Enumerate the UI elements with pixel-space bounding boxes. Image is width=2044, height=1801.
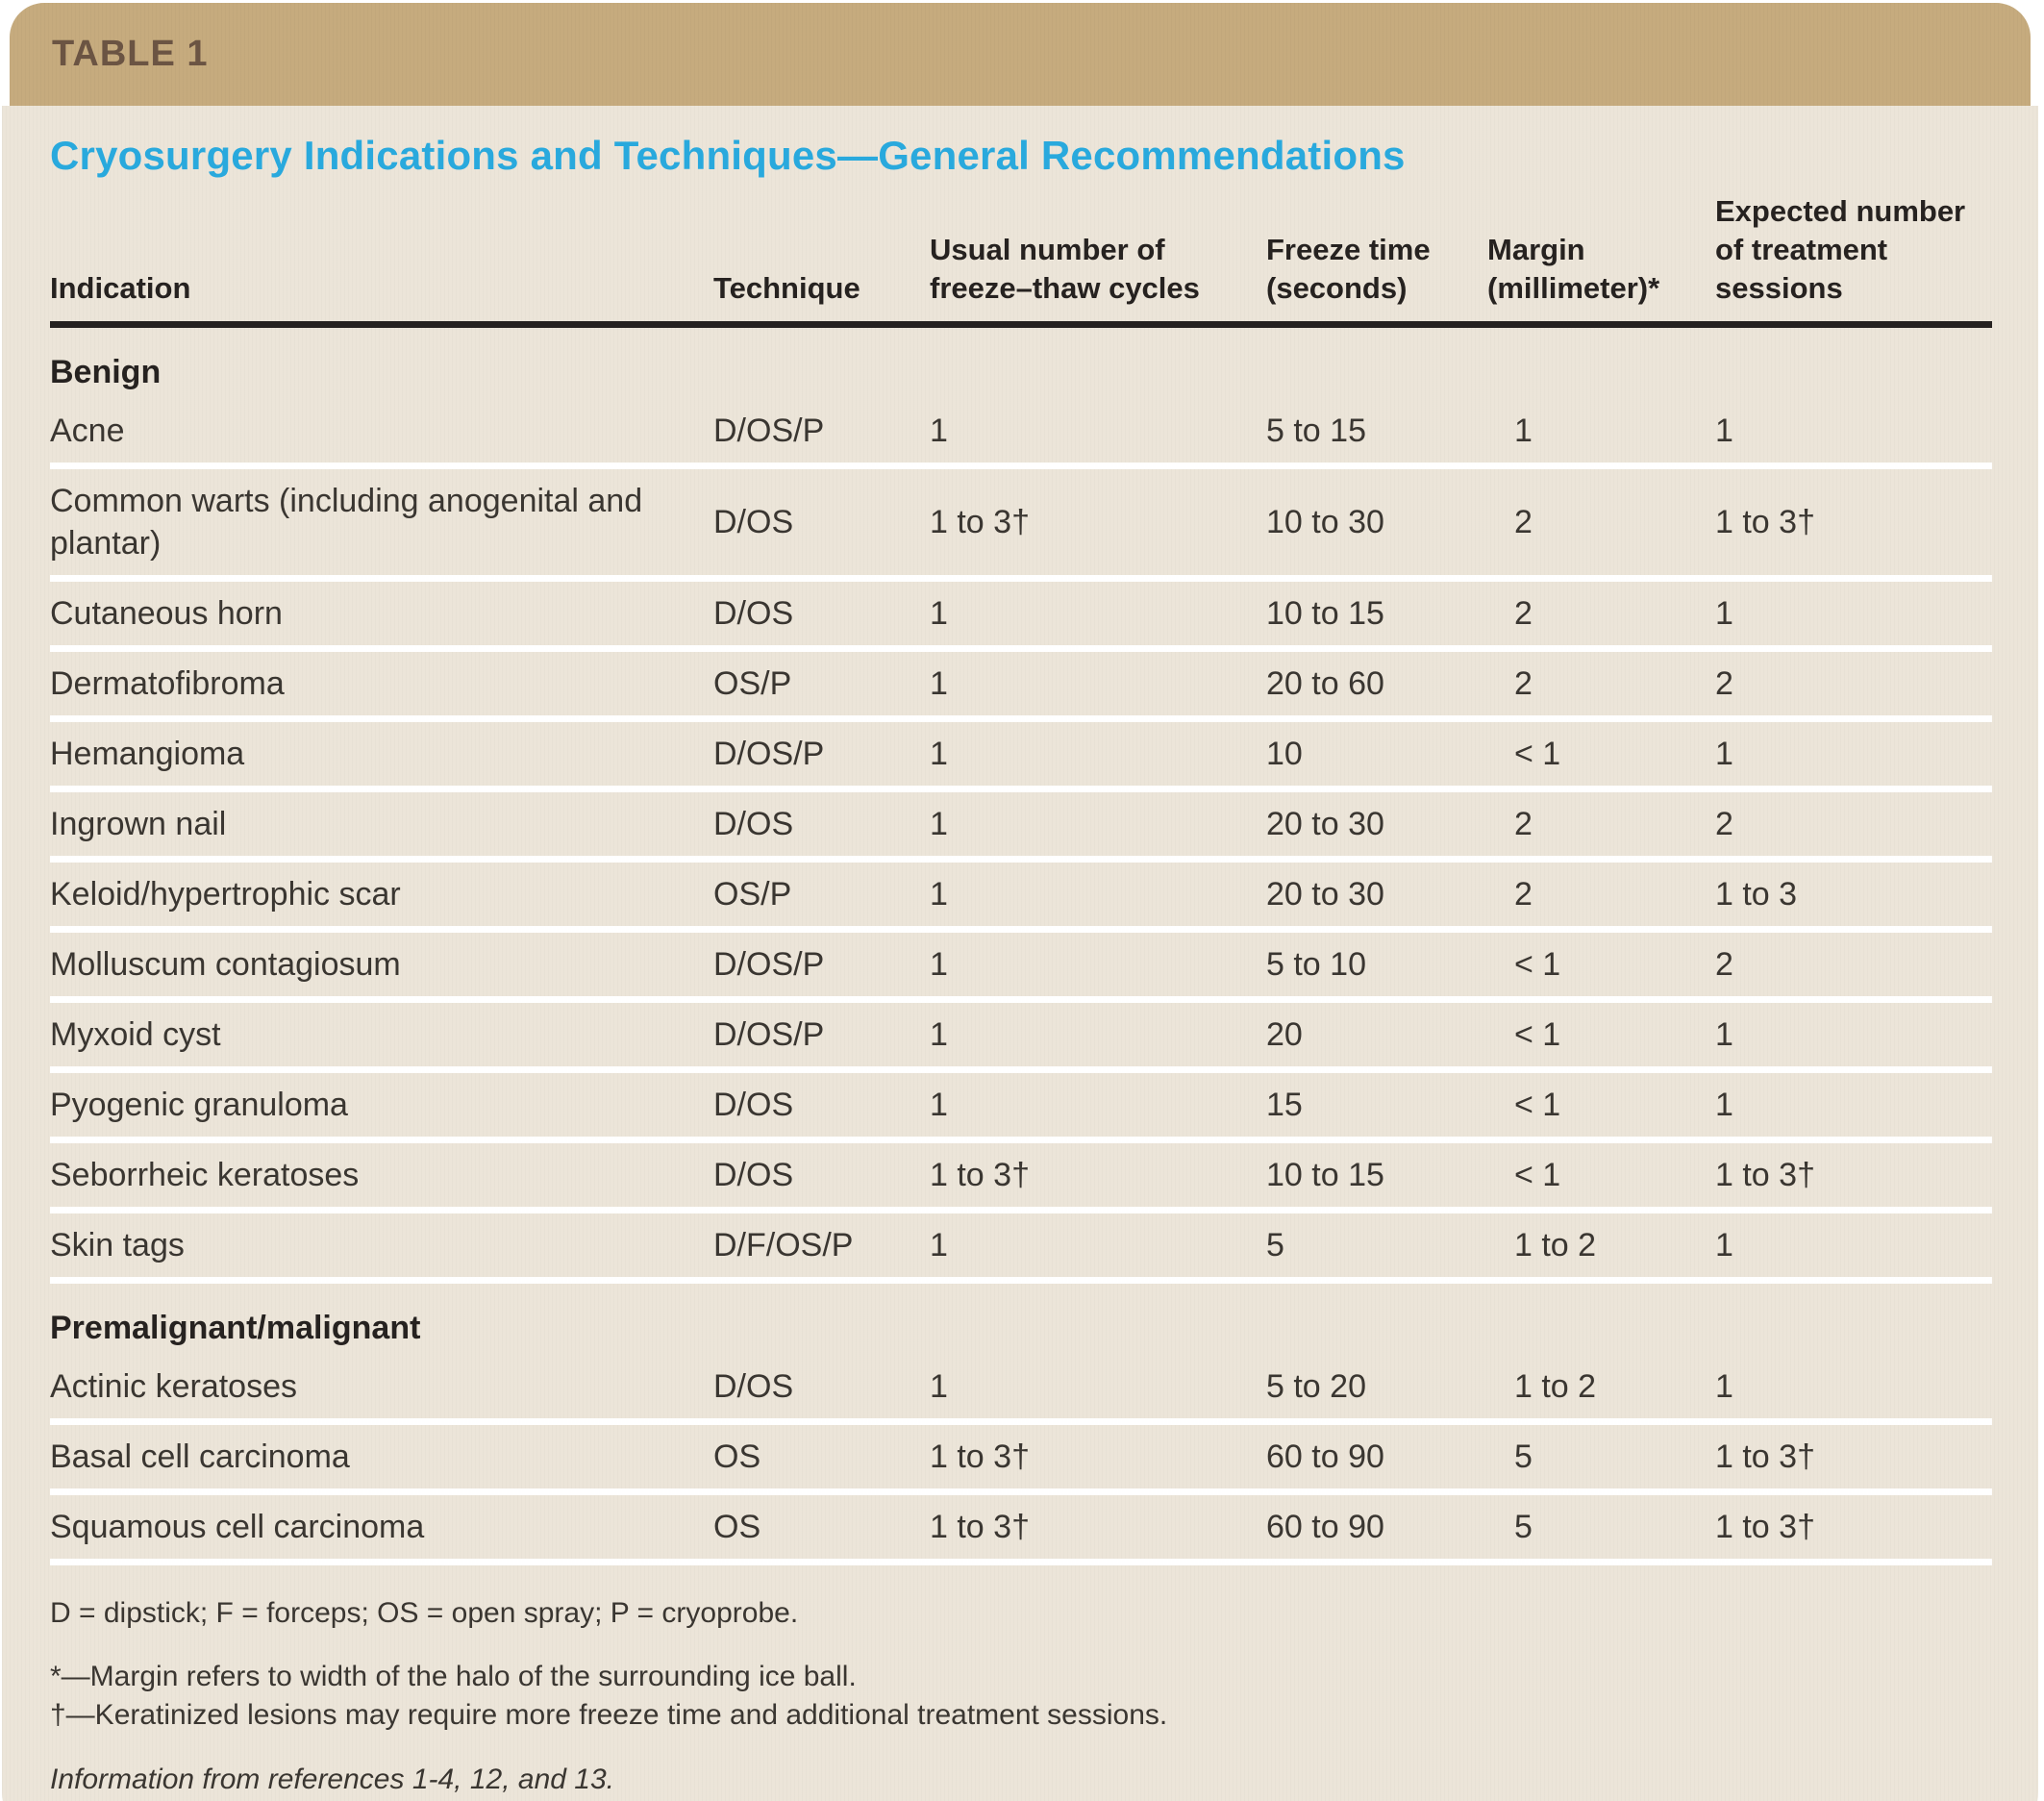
- section-header: Benign: [50, 354, 162, 390]
- dagger-footnote: †—Keratinized lesions may require more freeze time and additional treatment sessions.: [50, 1699, 1168, 1731]
- cell-technique: D/OS: [713, 1157, 794, 1193]
- column-header-margin: Margin (millimeter)*: [1487, 233, 1660, 305]
- cell-sessions: 1: [1715, 413, 1733, 449]
- cell-margin: 5: [1514, 1438, 1533, 1475]
- cell-cycles: 1 to 3†: [930, 1157, 1030, 1193]
- cell-technique: D/OS: [713, 504, 794, 540]
- cell-freeze-time: 60 to 90: [1266, 1438, 1384, 1475]
- cell-cycles: 1 to 3†: [930, 1509, 1030, 1545]
- table-row: [50, 1425, 1992, 1488]
- cell-indication: Seborrheic keratoses: [50, 1157, 360, 1193]
- table-rows: [50, 351, 1992, 1565]
- cell-indication: Skin tags: [50, 1227, 185, 1263]
- cell-sessions: 1 to 3†: [1715, 1157, 1815, 1193]
- row-separator: [50, 996, 1992, 1003]
- cell-technique: D/OS/P: [713, 946, 825, 983]
- footnote-gap: [50, 1633, 1992, 1658]
- cell-freeze-time: 20 to 30: [1266, 876, 1384, 913]
- footnote-gap: [50, 1735, 1992, 1760]
- row-separator: [50, 645, 1992, 652]
- row-separator: [50, 575, 1992, 582]
- table-row: [50, 1143, 1992, 1207]
- cell-technique: D/OS/P: [713, 413, 825, 449]
- table-row: [50, 722, 1992, 786]
- cell-cycles: 1: [930, 806, 948, 842]
- cell-cycles: 1: [930, 1087, 948, 1123]
- cell-cycles: 1 to 3†: [930, 1438, 1030, 1475]
- cell-technique: D/OS/P: [713, 736, 825, 772]
- column-header-technique: Technique: [713, 271, 860, 305]
- table-row: [50, 933, 1992, 996]
- table-row: [50, 582, 1992, 645]
- column-header-cycles: Usual number of freeze–thaw cycles: [930, 233, 1200, 305]
- header-rule: [50, 321, 1992, 328]
- cell-freeze-time: 10 to 15: [1266, 1157, 1384, 1193]
- cell-freeze-time: 5 to 15: [1266, 413, 1366, 449]
- cell-freeze-time: 20 to 30: [1266, 806, 1384, 842]
- cell-margin: < 1: [1514, 946, 1561, 983]
- column-header-sessions: Expected number of treatment sessions: [1715, 194, 1966, 305]
- table-row: [50, 1213, 1992, 1277]
- cell-cycles: 1: [930, 736, 948, 772]
- table-row: [50, 1495, 1992, 1559]
- cell-margin: 2: [1514, 806, 1533, 842]
- cell-sessions: 1 to 3: [1715, 876, 1798, 913]
- cell-sessions: 1: [1715, 1016, 1733, 1053]
- cell-freeze-time: 5: [1266, 1227, 1284, 1263]
- table-row: [50, 399, 1992, 463]
- row-separator: [50, 1277, 1992, 1284]
- row-separator: [50, 786, 1992, 792]
- cell-sessions: 1 to 3†: [1715, 1509, 1815, 1545]
- cell-freeze-time: 10: [1266, 736, 1303, 772]
- column-header-indication: Indication: [50, 271, 191, 305]
- cell-indication: Dermatofibroma: [50, 665, 285, 702]
- source-note: Information from references 1-4, 12, and 13.: [50, 1763, 614, 1795]
- cell-cycles: 1: [930, 1368, 948, 1405]
- cell-technique: OS/P: [713, 876, 792, 913]
- cell-cycles: 1: [930, 946, 948, 983]
- cell-technique: D/F/OS/P: [713, 1227, 854, 1263]
- cell-sessions: 1: [1715, 1368, 1733, 1405]
- cell-cycles: 1: [930, 1227, 948, 1263]
- cell-margin: 1: [1514, 413, 1533, 449]
- cell-freeze-time: 10 to 30: [1266, 504, 1384, 540]
- cell-freeze-time: 20: [1266, 1016, 1303, 1053]
- cell-freeze-time: 5 to 20: [1266, 1368, 1366, 1405]
- row-separator: [50, 1207, 1992, 1213]
- cell-cycles: 1 to 3†: [930, 504, 1030, 540]
- cell-indication: Molluscum contagiosum: [50, 946, 401, 983]
- cell-margin: 2: [1514, 665, 1533, 702]
- table-body-panel: [2, 106, 2038, 1801]
- cell-margin: < 1: [1514, 1157, 1561, 1193]
- cell-freeze-time: 60 to 90: [1266, 1509, 1384, 1545]
- cell-cycles: 1: [930, 876, 948, 913]
- table-card: [2, 0, 2038, 1801]
- column-header-freeze-time: Freeze time (seconds): [1266, 233, 1431, 305]
- cell-sessions: 1: [1715, 1227, 1733, 1263]
- cell-sessions: 1 to 3†: [1715, 504, 1815, 540]
- cell-indication: Actinic keratoses: [50, 1368, 297, 1405]
- row-separator: [50, 1066, 1992, 1073]
- cell-sessions: 1 to 3†: [1715, 1438, 1815, 1475]
- cell-technique: D/OS/P: [713, 1016, 825, 1053]
- cell-margin: 2: [1514, 876, 1533, 913]
- cell-technique: OS/P: [713, 665, 792, 702]
- cell-indication: Common warts (including anogenital and plantar): [50, 483, 643, 562]
- cell-margin: < 1: [1514, 1087, 1561, 1123]
- cell-cycles: 1: [930, 1016, 948, 1053]
- table-label: TABLE 1: [52, 34, 209, 74]
- cell-technique: D/OS: [713, 1087, 794, 1123]
- table-row: [50, 652, 1992, 715]
- table-row: [50, 1073, 1992, 1137]
- cell-indication: Squamous cell carcinoma: [50, 1509, 425, 1545]
- section-header: Premalignant/malignant: [50, 1310, 421, 1346]
- cell-margin: 1 to 2: [1514, 1227, 1597, 1263]
- cell-margin: < 1: [1514, 1016, 1561, 1053]
- cell-freeze-time: 20 to 60: [1266, 665, 1384, 702]
- cell-margin: < 1: [1514, 736, 1561, 772]
- cell-sessions: 1: [1715, 595, 1733, 632]
- row-separator: [50, 1418, 1992, 1425]
- cell-technique: D/OS: [713, 1368, 794, 1405]
- table-row: [50, 863, 1992, 926]
- cell-technique: D/OS: [713, 595, 794, 632]
- cell-indication: Hemangioma: [50, 736, 245, 772]
- row-separator: [50, 715, 1992, 722]
- cell-indication: Pyogenic granuloma: [50, 1087, 348, 1123]
- cell-technique: OS: [713, 1509, 761, 1545]
- cell-margin: 1 to 2: [1514, 1368, 1597, 1405]
- column-header-row: [50, 192, 1992, 321]
- cell-technique: OS: [713, 1438, 761, 1475]
- cell-margin: 5: [1514, 1509, 1533, 1545]
- cell-sessions: 1: [1715, 736, 1733, 772]
- row-separator: [50, 926, 1992, 933]
- cell-sessions: 2: [1715, 806, 1733, 842]
- row-separator: [50, 1137, 1992, 1143]
- cell-margin: 2: [1514, 595, 1533, 632]
- cell-technique: D/OS: [713, 806, 794, 842]
- cell-indication: Keloid/hypertrophic scar: [50, 876, 401, 913]
- footnotes: [50, 1594, 1992, 1800]
- table-row: [50, 469, 1992, 575]
- cell-cycles: 1: [930, 665, 948, 702]
- cell-sessions: 1: [1715, 1087, 1733, 1123]
- row-separator: [50, 856, 1992, 863]
- table-row: [50, 1355, 1992, 1418]
- row-separator: [50, 463, 1992, 469]
- cell-indication: Acne: [50, 413, 125, 449]
- cell-indication: Cutaneous horn: [50, 595, 283, 632]
- table-title: Cryosurgery Indications and Techniques—General Recommendations: [50, 133, 1406, 178]
- cell-freeze-time: 15: [1266, 1087, 1303, 1123]
- table-label-bar: [10, 3, 2031, 106]
- cell-freeze-time: 10 to 15: [1266, 595, 1384, 632]
- cell-sessions: 2: [1715, 946, 1733, 983]
- abbreviations-note: D = dipstick; F = forceps; OS = open spray; P = cryoprobe.: [50, 1597, 799, 1629]
- cell-freeze-time: 5 to 10: [1266, 946, 1366, 983]
- margin-footnote: *—Margin refers to width of the halo of the surrounding ice ball.: [50, 1661, 857, 1692]
- cell-cycles: 1: [930, 595, 948, 632]
- cell-cycles: 1: [930, 413, 948, 449]
- row-separator: [50, 1559, 1992, 1565]
- cell-margin: 2: [1514, 504, 1533, 540]
- cell-indication: Ingrown nail: [50, 806, 227, 842]
- cell-sessions: 2: [1715, 665, 1733, 702]
- table-row: [50, 792, 1992, 856]
- cell-indication: Myxoid cyst: [50, 1016, 221, 1053]
- cell-indication: Basal cell carcinoma: [50, 1438, 350, 1475]
- table-row: [50, 1003, 1992, 1066]
- row-separator: [50, 1488, 1992, 1495]
